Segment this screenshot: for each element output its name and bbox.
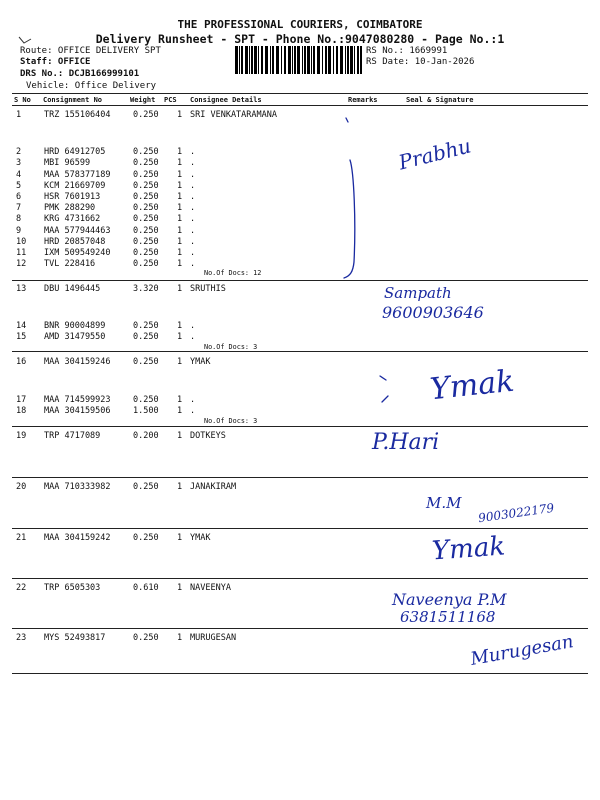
- cell-pcs: 1: [177, 482, 183, 492]
- route-label: Route: OFFICE DELIVERY SPT: [20, 46, 161, 56]
- barcode-bar: [241, 46, 243, 74]
- cell-cn: MAA 714599923: [44, 395, 111, 405]
- col-consignment: Consignment No: [43, 96, 103, 104]
- col-sno: S No: [14, 96, 31, 104]
- cell-pcs: 1: [177, 431, 183, 441]
- barcode-bar: [357, 46, 359, 74]
- signature-sampath: Sampath: [384, 284, 452, 302]
- cell-wt: 0.250: [133, 533, 159, 543]
- cell-cn: TRZ 155106404: [44, 110, 111, 120]
- cell-cn: TRP 4717089: [44, 431, 101, 441]
- pen-scribble: [372, 372, 402, 412]
- cell-name: .: [190, 406, 196, 416]
- staff-label: Staff: OFFICE: [20, 57, 91, 67]
- barcode-bar: [317, 46, 320, 74]
- cell-cn: KCM 21669709: [44, 181, 106, 191]
- cell-name: .: [190, 147, 196, 157]
- cell-sno: 20: [16, 482, 27, 492]
- col-seal-signature: Seal & Signature: [406, 96, 474, 104]
- cell-name: SRUTHIS: [190, 284, 226, 294]
- group-separator: [12, 628, 588, 629]
- barcode-bar: [254, 46, 257, 74]
- cell-cn: HRD 64912705: [44, 147, 106, 157]
- cell-wt: 0.250: [133, 237, 159, 247]
- signature-initials: M.M: [426, 494, 462, 512]
- rs-date: RS Date: 10-Jan-2026: [366, 57, 475, 67]
- cell-cn: MAA 304159506: [44, 406, 111, 416]
- cell-sno: 6: [16, 192, 22, 202]
- signature-p-hari: P.Hari: [372, 430, 440, 455]
- cell-pcs: 1: [177, 110, 183, 120]
- cell-sno: 15: [16, 332, 27, 342]
- cell-wt: 0.250: [133, 158, 159, 168]
- barcode-bar: [302, 46, 303, 74]
- cell-name: NAVEENYA: [190, 583, 231, 593]
- cell-pcs: 1: [177, 332, 183, 342]
- cell-wt: 0.250: [133, 226, 159, 236]
- cell-wt: 0.250: [133, 214, 159, 224]
- col-pcs: PCS: [164, 96, 177, 104]
- cell-wt: 0.250: [133, 181, 159, 191]
- docs-count-note: No.Of Docs: 12: [204, 269, 262, 277]
- barcode-bar: [281, 46, 282, 74]
- group-separator: [12, 578, 588, 579]
- barcode-bar: [288, 46, 291, 74]
- cell-pcs: 1: [177, 259, 183, 269]
- barcode: [235, 46, 362, 74]
- header-rule-top: [12, 93, 588, 94]
- cell-wt: 0.250: [133, 357, 159, 367]
- barcode-bar: [261, 46, 263, 74]
- barcode-bar: [249, 46, 250, 74]
- cell-pcs: 1: [177, 214, 183, 224]
- group-separator: [12, 351, 588, 352]
- cell-name: .: [190, 395, 196, 405]
- cell-cn: AMD 31479550: [44, 332, 106, 342]
- barcode-bar: [265, 46, 268, 74]
- cell-name: .: [190, 237, 196, 247]
- cell-name: .: [190, 181, 196, 191]
- barcode-bar: [345, 46, 346, 74]
- barcode-bar: [360, 46, 362, 74]
- docs-count-note: No.Of Docs: 3: [204, 343, 258, 351]
- signature-prabhu: Prabhu: [396, 133, 474, 175]
- barcode-bar: [239, 46, 240, 74]
- barcode-bar: [258, 46, 259, 74]
- group-separator: [12, 426, 588, 427]
- cell-name: .: [190, 170, 196, 180]
- header-rule-bottom: [12, 105, 588, 106]
- barcode-bar: [350, 46, 353, 74]
- cell-pcs: 1: [177, 181, 183, 191]
- cell-cn: IXM 509549240: [44, 248, 111, 258]
- col-weight: Weight: [130, 96, 156, 104]
- cell-wt: 0.250: [133, 192, 159, 202]
- barcode-bar: [272, 46, 274, 74]
- group-separator: [12, 280, 588, 281]
- cell-wt: 0.250: [133, 248, 159, 258]
- cell-pcs: 1: [177, 158, 183, 168]
- signature-naveenya: Naveenya P.M: [392, 590, 507, 609]
- cell-pcs: 1: [177, 533, 183, 543]
- signature-murugesan: Murugesan: [468, 631, 576, 670]
- signature-ymak: Ymak: [431, 531, 507, 567]
- cell-sno: 1: [16, 110, 22, 120]
- cell-name: .: [190, 192, 196, 202]
- barcode-bar: [297, 46, 300, 74]
- barcode-bar: [276, 46, 279, 74]
- col-consignee: Consignee Details: [190, 96, 262, 104]
- cell-pcs: 1: [177, 237, 183, 247]
- drs-number: DRS No.: DCJB166999101: [20, 69, 140, 79]
- cell-sno: 11: [16, 248, 27, 258]
- barcode-bar: [307, 46, 310, 74]
- cell-cn: MAA 577944463: [44, 226, 111, 236]
- cell-cn: DBU 1496445: [44, 284, 101, 294]
- cell-wt: 0.250: [133, 332, 159, 342]
- docs-count-note: No.Of Docs: 3: [204, 417, 258, 425]
- cell-name: SRI VENKATARAMANA: [190, 110, 277, 120]
- cell-name: .: [190, 332, 196, 342]
- group-separator: [12, 528, 588, 529]
- cell-wt: 0.250: [133, 259, 159, 269]
- barcode-bar: [294, 46, 296, 74]
- cell-sno: 17: [16, 395, 27, 405]
- cell-pcs: 1: [177, 406, 183, 416]
- cell-wt: 0.250: [133, 170, 159, 180]
- cell-pcs: 1: [177, 583, 183, 593]
- barcode-bar: [235, 46, 238, 74]
- bracket-stroke: [338, 112, 368, 280]
- cell-sno: 19: [16, 431, 27, 441]
- cell-wt: 1.500: [133, 406, 159, 416]
- cell-sno: 12: [16, 259, 27, 269]
- cell-name: MURUGESAN: [190, 633, 237, 643]
- cell-cn: HRD 20857048: [44, 237, 106, 247]
- cell-sno: 18: [16, 406, 27, 416]
- cell-cn: HSR 7601913: [44, 192, 101, 202]
- cell-cn: MAA 578377189: [44, 170, 111, 180]
- cell-pcs: 1: [177, 203, 183, 213]
- cell-sno: 21: [16, 533, 27, 543]
- col-remarks: Remarks: [348, 96, 378, 104]
- cell-cn: TRP 6505303: [44, 583, 101, 593]
- cell-pcs: 1: [177, 357, 183, 367]
- cell-cn: MAA 304159242: [44, 533, 111, 543]
- cell-name: DOTKEYS: [190, 431, 226, 441]
- cell-cn: KRG 4731662: [44, 214, 101, 224]
- cell-name: .: [190, 203, 196, 213]
- handwritten-phone: 9003022179: [477, 500, 555, 526]
- barcode-bar: [328, 46, 331, 74]
- barcode-bar: [292, 46, 293, 74]
- cell-name: .: [190, 321, 196, 331]
- cell-sno: 3: [16, 158, 22, 168]
- cell-wt: 3.320: [133, 284, 159, 294]
- cell-cn: MYS 52493817: [44, 633, 106, 643]
- cell-pcs: 1: [177, 192, 183, 202]
- cell-cn: TVL 228416: [44, 259, 96, 269]
- cell-sno: 9: [16, 226, 22, 236]
- cell-cn: PMK 288290: [44, 203, 96, 213]
- cell-wt: 0.250: [133, 203, 159, 213]
- cell-pcs: 1: [177, 633, 183, 643]
- barcode-bar: [313, 46, 315, 74]
- barcode-bar: [245, 46, 248, 74]
- cell-name: JANAKIRAM: [190, 482, 237, 492]
- cell-name: .: [190, 248, 196, 258]
- barcode-bar: [322, 46, 323, 74]
- pen-tick-mark: [18, 35, 32, 45]
- cell-pcs: 1: [177, 147, 183, 157]
- rs-number: RS No.: 1669991: [366, 46, 448, 56]
- cell-sno: 23: [16, 633, 27, 643]
- barcode-bar: [340, 46, 343, 74]
- barcode-bar: [304, 46, 306, 74]
- cell-wt: 0.250: [133, 110, 159, 120]
- barcode-bar: [270, 46, 271, 74]
- cell-wt: 0.250: [133, 482, 159, 492]
- cell-sno: 14: [16, 321, 27, 331]
- cell-pcs: 1: [177, 226, 183, 236]
- cell-cn: MAA 710333982: [44, 482, 111, 492]
- runsheet-title: Delivery Runsheet - SPT - Phone No.:9047080280 - Page No.:1: [95, 32, 505, 46]
- cell-name: .: [190, 214, 196, 224]
- company-title: THE PROFESSIONAL COURIERS, COIMBATORE: [177, 18, 423, 31]
- cell-pcs: 1: [177, 248, 183, 258]
- barcode-bar: [333, 46, 334, 74]
- barcode-bar: [251, 46, 253, 74]
- cell-cn: MBI 96599: [44, 158, 91, 168]
- cell-sno: 13: [16, 284, 27, 294]
- cell-sno: 22: [16, 583, 27, 593]
- cell-wt: 0.250: [133, 633, 159, 643]
- cell-cn: BNR 90004899: [44, 321, 106, 331]
- barcode-bar: [284, 46, 286, 74]
- table-rule-end: [12, 673, 588, 674]
- cell-wt: 0.200: [133, 431, 159, 441]
- cell-sno: 8: [16, 214, 22, 224]
- cell-sno: 7: [16, 203, 22, 213]
- cell-sno: 4: [16, 170, 22, 180]
- cell-wt: 0.610: [133, 583, 159, 593]
- cell-sno: 10: [16, 237, 27, 247]
- handwritten-phone: 6381511168: [400, 608, 496, 626]
- cell-pcs: 1: [177, 284, 183, 294]
- cell-name: .: [190, 226, 196, 236]
- barcode-bar: [325, 46, 327, 74]
- cell-name: .: [190, 259, 196, 269]
- vehicle-label: Vehicle: Office Delivery: [26, 81, 157, 91]
- barcode-bar: [347, 46, 349, 74]
- barcode-bar: [336, 46, 338, 74]
- barcode-bar: [311, 46, 312, 74]
- barcode-bar: [354, 46, 355, 74]
- cell-pcs: 1: [177, 395, 183, 405]
- cell-name: YMAK: [190, 533, 211, 543]
- group-separator: [12, 477, 588, 478]
- cell-pcs: 1: [177, 170, 183, 180]
- cell-wt: 0.250: [133, 147, 159, 157]
- cell-name: .: [190, 158, 196, 168]
- cell-name: YMAK: [190, 357, 211, 367]
- cell-wt: 0.250: [133, 395, 159, 405]
- cell-pcs: 1: [177, 321, 183, 331]
- cell-sno: 16: [16, 357, 27, 367]
- cell-cn: MAA 304159246: [44, 357, 111, 367]
- signature-ymak: Ymak: [428, 363, 516, 408]
- cell-wt: 0.250: [133, 321, 159, 331]
- cell-sno: 2: [16, 147, 22, 157]
- cell-sno: 5: [16, 181, 22, 191]
- handwritten-phone: 9600903646: [382, 303, 484, 322]
